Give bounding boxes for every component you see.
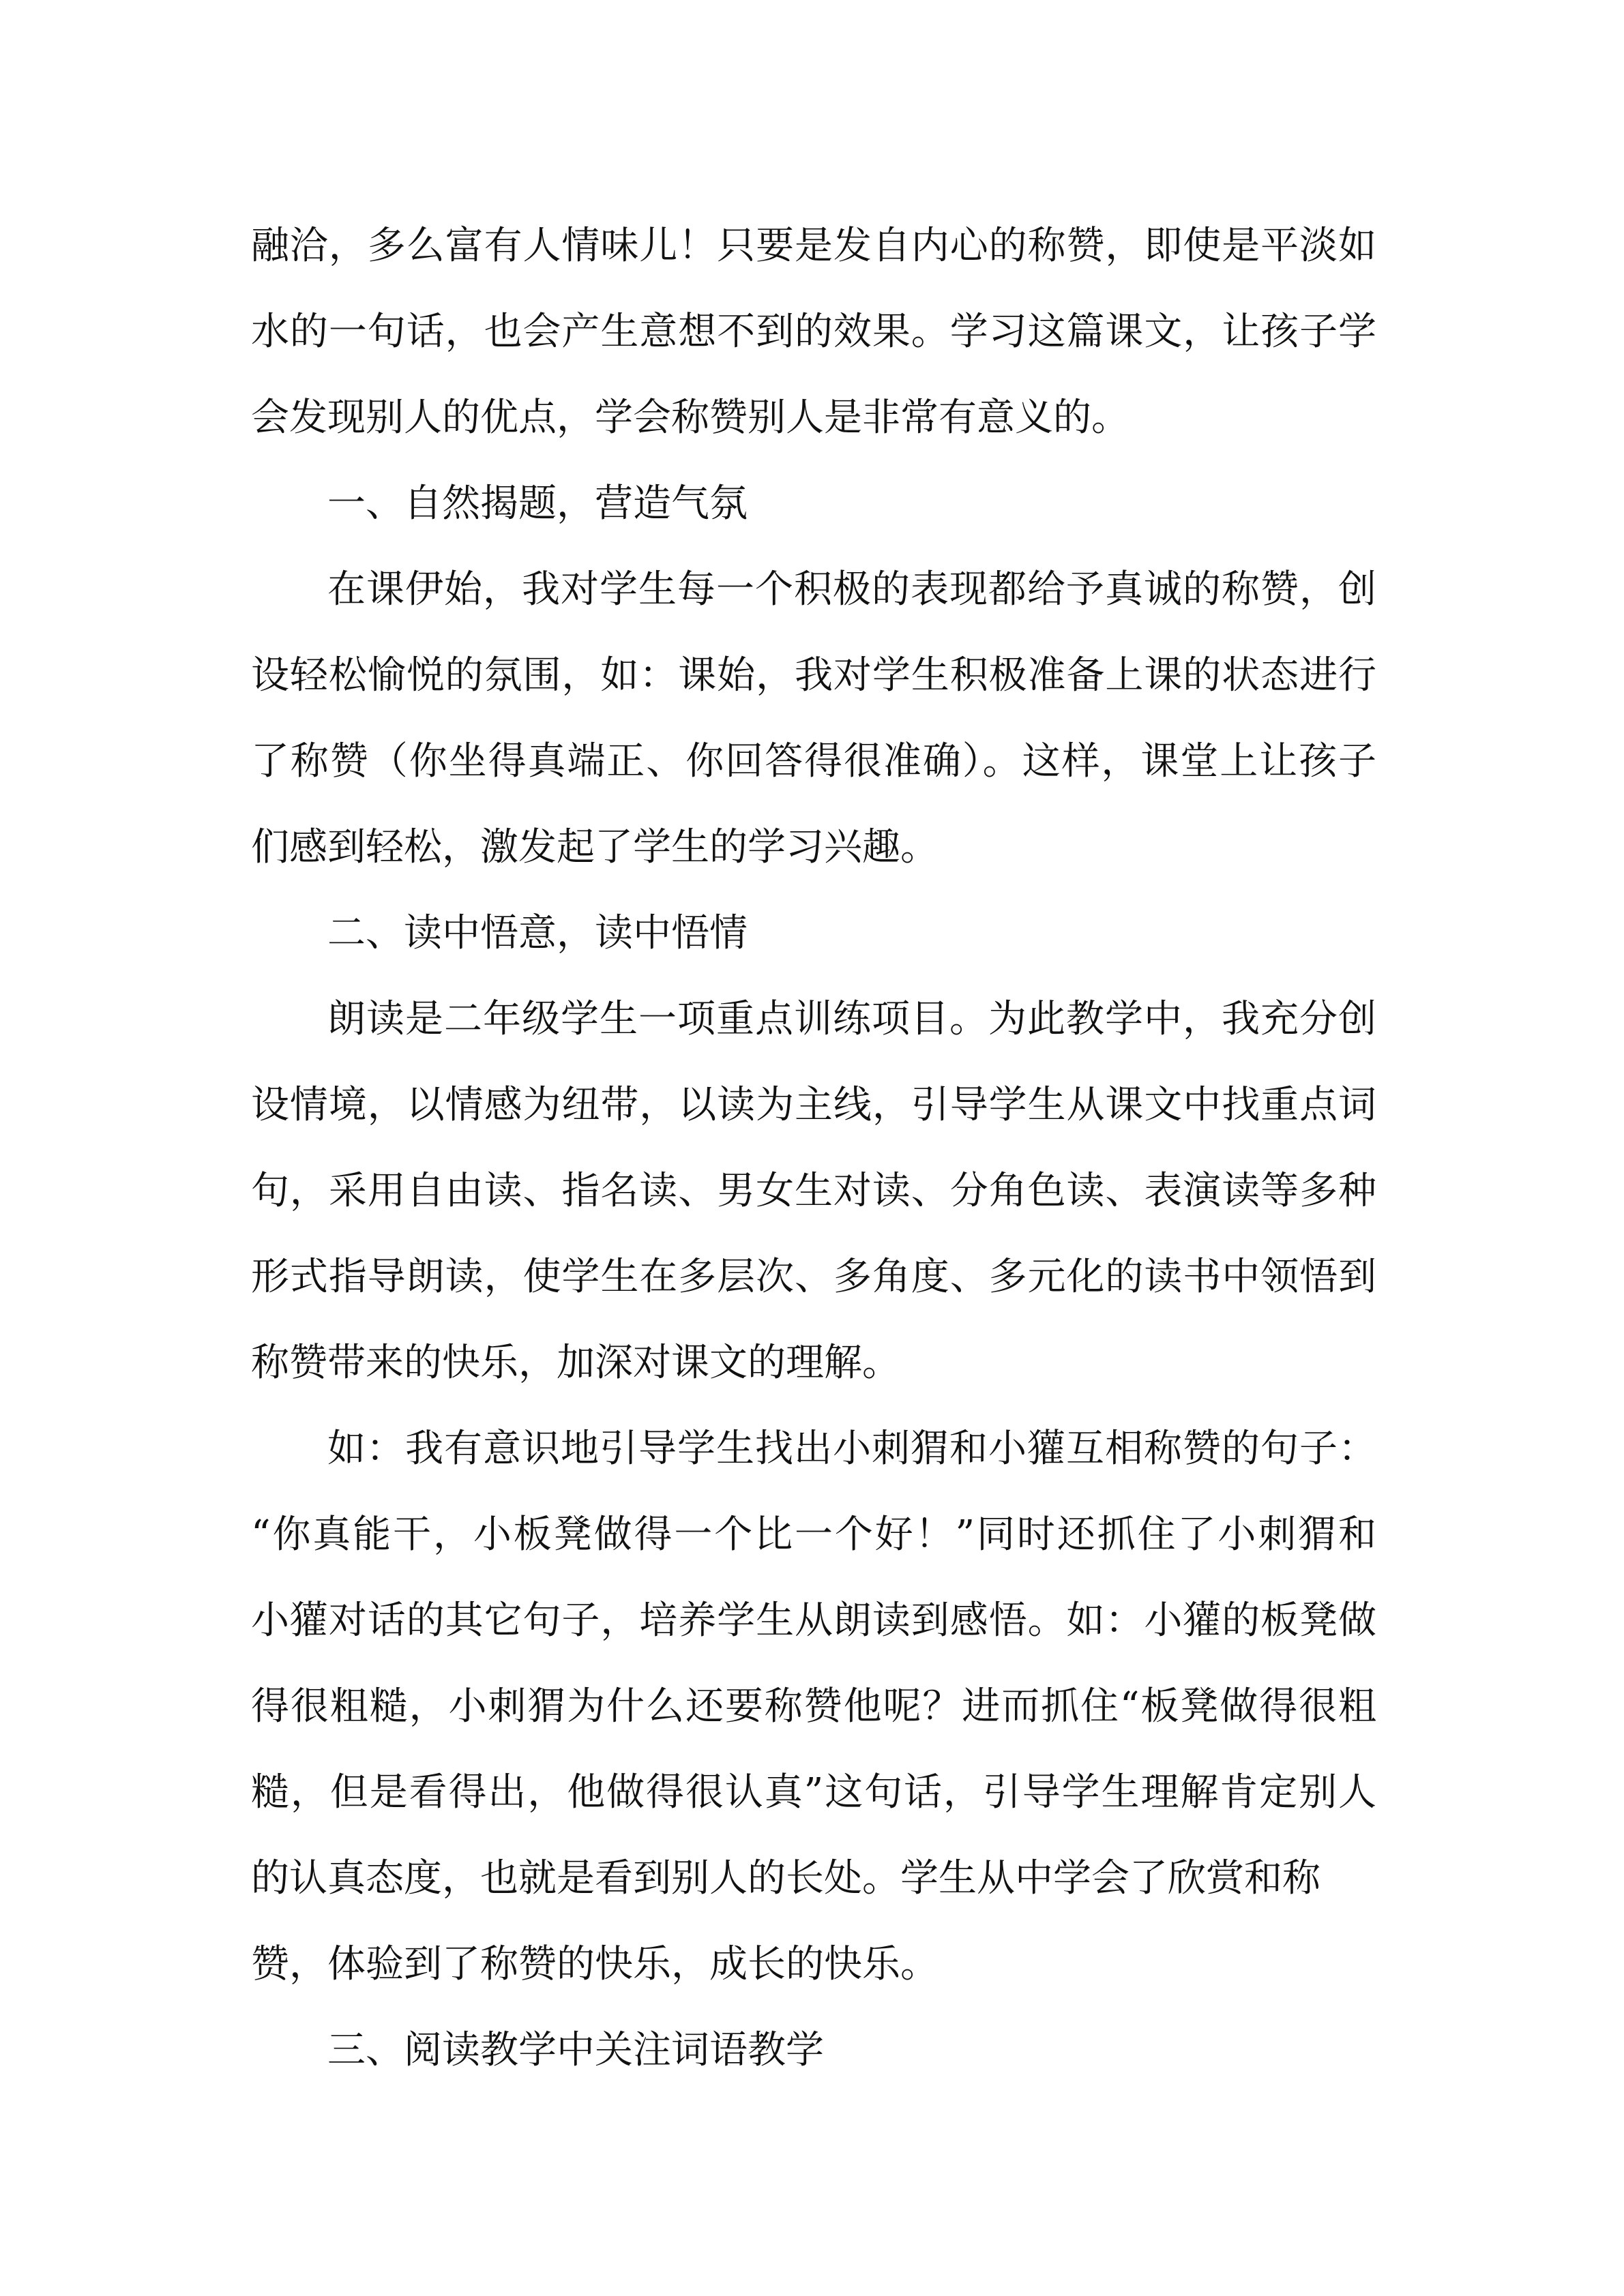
paragraph-line: 朗读是二年级学生一项重点训练项目。为此教学中，我充分创	[327, 997, 1376, 1041]
paragraph-line: 会发现别人的优点，学会称赞别人是非常有意义的。	[251, 396, 1130, 440]
section-heading: 三、阅读教学中关注词语教学	[327, 2028, 824, 2072]
paragraph-line: 赞，体验到了称赞的快乐，成长的快乐。	[251, 1942, 939, 1986]
paragraph-line: 设情境，以情感为纽带，以读为主线，引导学生从课文中找重点词	[251, 1083, 1376, 1127]
paragraph-line: 糙，但是看得出，他做得很认真”这句话，引导学生理解肯定别人	[251, 1770, 1376, 1815]
paragraph-line: 们感到轻松，激发起了学生的学习兴趣。	[251, 825, 939, 869]
section-heading: 一、自然揭题，营造气氛	[327, 481, 748, 526]
paragraph-line: 句，采用自由读、指名读、男女生对读、分角色读、表演读等多种	[251, 1169, 1376, 1213]
section-heading: 二、读中悟意，读中悟情	[327, 911, 748, 955]
paragraph-line: 如：我有意识地引导学生找出小刺猬和小獾互相称赞的句子：	[327, 1427, 1376, 1471]
paragraph-line: 得很粗糙，小刺猬为什么还要称赞他呢？进而抓住“板凳做得很粗	[251, 1684, 1376, 1729]
paragraph-line: 小獾对话的其它句子，培养学生从朗读到感悟。如：小獾的板凳做	[251, 1598, 1376, 1643]
document-page	[251, 203, 1376, 2093]
paragraph-line: 称赞带来的快乐，加深对课文的理解。	[251, 1341, 900, 1385]
paragraph-line: “你真能干，小板凳做得一个比一个好！”同时还抓住了小刺猬和	[251, 1512, 1376, 1557]
paragraph-line: 融洽，多么富有人情味儿！只要是发自内心的称赞，即使是平淡如	[251, 224, 1376, 268]
paragraph-line: 设轻松愉悦的氛围，如：课始，我对学生积极准备上课的状态进行	[251, 653, 1376, 698]
paragraph-line: 在课伊始，我对学生每一个积极的表现都给予真诚的称赞，创	[327, 567, 1376, 612]
paragraph-line: 了称赞（你坐得真端正、你回答得很准确）。这样，课堂上让孩子	[251, 739, 1376, 784]
paragraph-line: 水的一句话，也会产生意想不到的效果。学习这篇课文，让孩子学	[251, 310, 1376, 354]
paragraph-line: 的认真态度，也就是看到别人的长处。学生从中学会了欣赏和称	[251, 1856, 1320, 1900]
paragraph-line: 形式指导朗读，使学生在多层次、多角度、多元化的读书中领悟到	[251, 1255, 1376, 1299]
